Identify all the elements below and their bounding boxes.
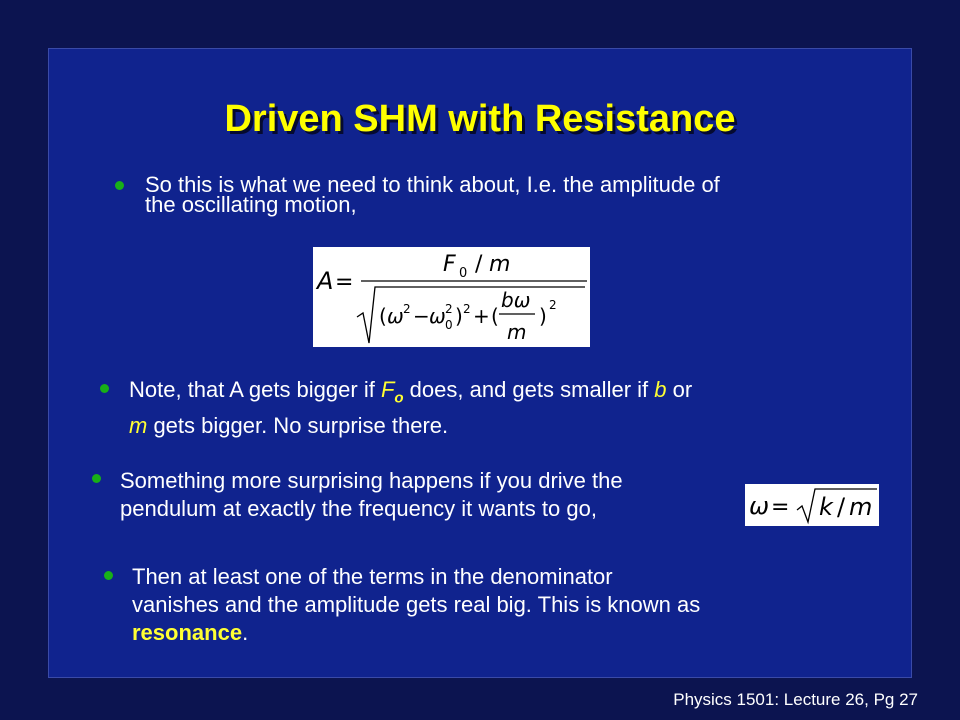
svg-text:−: −	[413, 304, 430, 328]
svg-text:=: =	[335, 270, 354, 295]
bullet-2-text-a: Note, that A gets bigger if	[129, 377, 381, 402]
bullet-1-line-2: the oscillating motion,	[145, 192, 357, 217]
svg-text:ω: ω	[429, 304, 446, 328]
svg-text:0: 0	[459, 266, 468, 281]
svg-text:2: 2	[403, 302, 411, 316]
svg-text:+: +	[473, 304, 490, 328]
svg-text:(: (	[379, 304, 387, 328]
force-letter: F	[380, 377, 395, 402]
bullet-3-line-1: Something more surprising happens if you drive the	[120, 468, 623, 493]
svg-text:2: 2	[463, 302, 471, 316]
amplitude-equation	[313, 247, 590, 347]
svg-text:=: =	[771, 495, 790, 520]
bullet-2-text-d: gets bigger. No surprise there.	[147, 413, 449, 439]
bullet-dot-2	[100, 384, 109, 393]
svg-text:ω: ω	[387, 304, 404, 328]
slide-footer: Physics 1501: Lecture 26, Pg 27	[673, 690, 918, 709]
bullet-dot-4	[104, 571, 113, 580]
amplitude-equation-graphic	[313, 247, 590, 347]
svg-text:2: 2	[445, 302, 453, 316]
bullet-dot-1	[115, 181, 124, 190]
bullet-3-line-2: pendulum at exactly the frequency it wants to go,	[120, 496, 597, 521]
svg-text:): )	[539, 304, 547, 328]
m-symbol: m	[129, 413, 148, 439]
force-subscript: o	[394, 389, 404, 407]
bullet-dot-3	[92, 474, 101, 483]
bullet-2-line-2	[129, 412, 692, 440]
svg-text:bω: bω	[501, 288, 531, 312]
svg-text:): )	[455, 304, 463, 328]
bullet-2-line-1	[129, 376, 692, 412]
svg-text:A: A	[317, 267, 334, 295]
slide-title: Driven SHM with Resistance	[224, 98, 736, 140]
bullet-4-line-1: Then at least one of the terms in the denominator	[132, 564, 613, 589]
svg-text:ω: ω	[749, 492, 770, 520]
bullet-4-period: .	[242, 620, 249, 645]
b-symbol: b	[654, 377, 667, 402]
svg-text:m: m	[849, 493, 873, 521]
force-symbol	[380, 377, 404, 407]
bullet-2-text-b: does, and gets smaller if	[403, 377, 655, 402]
bullet-1-line-1: So this is what we need to think about, I.e. the amplitude of	[145, 172, 720, 197]
bullet-2	[129, 376, 692, 440]
omega-equation-graphic	[745, 484, 879, 526]
svg-text:/: /	[475, 252, 483, 277]
svg-text:m: m	[507, 320, 527, 344]
svg-text:/: /	[837, 493, 846, 521]
bullet-4-line-2: vanishes and the amplitude gets real big. This is known as	[132, 592, 701, 617]
bullet-2-text-c: or	[666, 377, 693, 402]
svg-text:0: 0	[445, 318, 453, 332]
bullet-4-line-3	[132, 619, 700, 647]
svg-text:m: m	[489, 252, 511, 277]
svg-text:2: 2	[549, 298, 557, 312]
bullet-4	[132, 563, 700, 647]
bullet-1	[145, 174, 720, 216]
resonance-term: resonance	[132, 620, 243, 645]
svg-text:(: (	[491, 304, 499, 328]
bullet-3	[120, 467, 623, 523]
svg-text:k: k	[819, 493, 833, 521]
svg-text:F: F	[443, 252, 456, 277]
omega-equation	[745, 484, 879, 526]
